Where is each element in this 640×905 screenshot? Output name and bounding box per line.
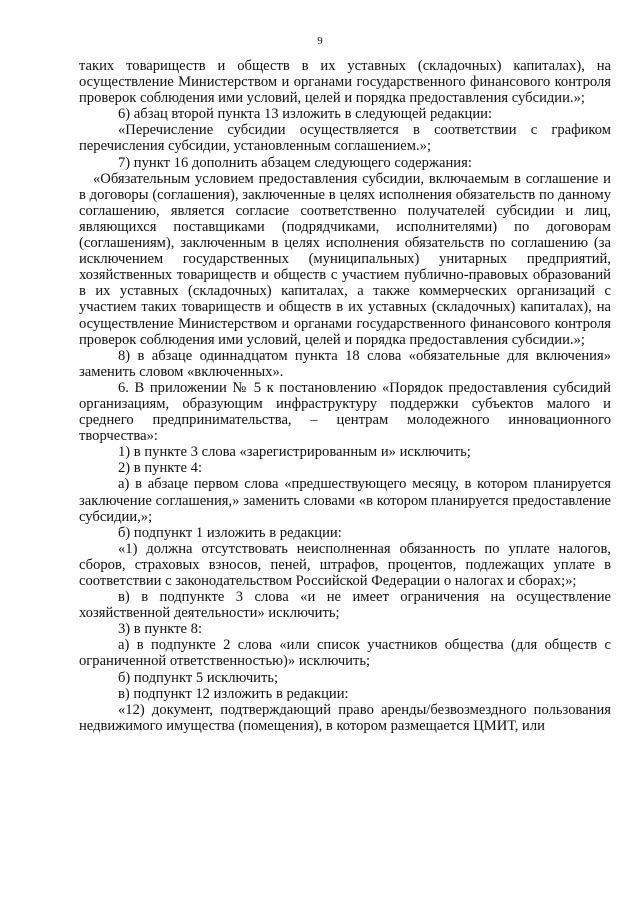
paragraph: в) в подпункте 3 слова «и не имеет ограничения на осуществление хозяйственной деятельности» исключить; bbox=[79, 589, 611, 622]
paragraph: а) в абзаце первом слова «предшествующего месяцу, в котором планируется заключение соглашения,» заменить словами «в котором планируется предоставление субсидии,»; bbox=[79, 476, 611, 525]
paragraph: таких товариществ и обществ в их уставных (складочных) капиталах), на осуществление Министерством и органами государственного финансового контроля проверок соблюдения ими условий, целей и порядка предоставления субсидии.»; bbox=[79, 58, 611, 107]
paragraph: 8) в абзаце одиннадцатом пункта 18 слова «обязательные для включения» заменить словом «включенных». bbox=[79, 347, 611, 380]
paragraph: 6) абзац второй пункта 13 изложить в следующей редакции: bbox=[118, 106, 493, 123]
paragraph: 6. В приложении № 5 к постановлению «Порядок предоставления субсидий организациям, образующим инфраструктуру поддержки субъектов малого и среднего предпринимательства, – центрам молодежного инновационного творчества»: bbox=[79, 379, 611, 445]
paragraph: 3) в пункте 8: bbox=[118, 621, 203, 638]
paragraph: «Перечисление субсидии осуществляется в соответствии с графиком перечисления субсидии, установленным соглашением.»; bbox=[79, 122, 611, 155]
paragraph: в) подпункт 12 изложить в редакции: bbox=[118, 685, 349, 702]
paragraph: а) в подпункте 2 слова «или список участников общества (для обществ с ограниченной ответственностью)» исключить; bbox=[79, 637, 611, 670]
paragraph: «1) должна отсутствовать неисполненная обязанность по уплате налогов, сборов, страховых взносов, пеней, штрафов, процентов, подлежащих уплате в соответствии с законодательством Российской Федерации о налогах и сборах;»; bbox=[79, 540, 611, 589]
document-body bbox=[79, 58, 611, 734]
page-number: 9 bbox=[317, 35, 323, 47]
paragraph: 1) в пункте 3 слова «зарегистрированным и» исключить; bbox=[118, 444, 471, 461]
paragraph: б) подпункт 5 исключить; bbox=[118, 669, 279, 686]
paragraph: 7) пункт 16 дополнить абзацем следующего содержания: bbox=[118, 154, 472, 171]
paragraph: 2) в пункте 4: bbox=[118, 460, 203, 477]
paragraph: б) подпункт 1 изложить в редакции: bbox=[118, 524, 342, 541]
paragraph: «Обязательным условием предоставления субсидии, включаемым в соглашение и в договоры (соглашения), заключенные в целях исполнения обязательств по данному соглашению, является согласие соответственно получателей субсидии и лиц, являющихся поставщиками (подрядчиками, исполнителями) по договорам (соглашениям), заключенным в целях исполнения обязательств по соглашению (за исключением государственных (муниципальных) унитарных предприятий, хозяйственных товариществ и обществ с участием публично-правовых образований в их уставных (складочных) капиталах, а также коммерческих организаций с участием таких товариществ и обществ в их уставных (складочных) капиталах), на осуществление Министерством и органами государственного финансового контроля проверок соблюдения ими условий, целей и порядка предоставления субсидии.»; bbox=[79, 170, 611, 348]
paragraph: «12) документ, подтверждающий право аренды/безвозмездного пользования недвижимого имущества (помещения), в котором размещается ЦМИТ, или bbox=[79, 701, 611, 734]
